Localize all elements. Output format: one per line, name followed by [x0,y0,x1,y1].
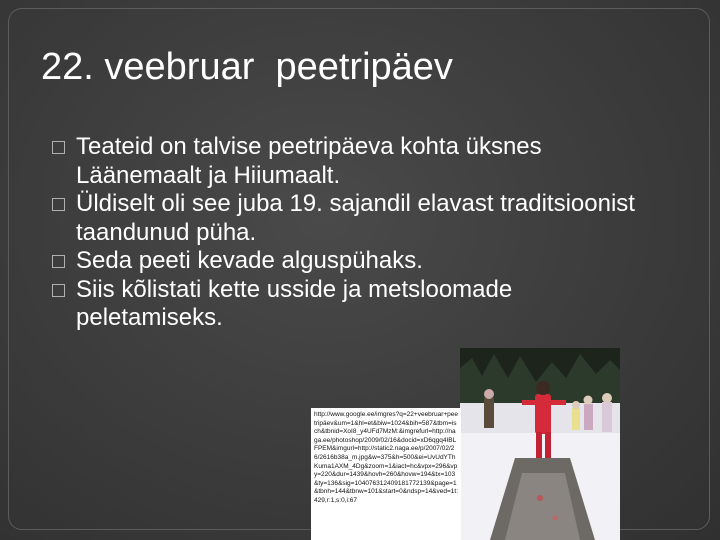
bullet-item [52,133,662,190]
photo-illustration [460,348,620,540]
square-bullet-icon [52,198,65,211]
bullet-text: Üldiselt oli see juba 19. sajandil elavast traditsioonist taandunud püha. [76,190,635,246]
bullet-item [52,190,662,247]
slide-title: 22. veebruar peetripäev [41,46,453,88]
square-bullet-icon [52,141,65,154]
bullet-text: Teateid on talvise peetripäeva kohta üksnes Läänemaalt ja Hiiumaalt. [76,133,542,189]
bullet-text: Seda peeti kevade alguspühaks. [76,247,423,274]
image-source-url [311,408,461,540]
bullet-item [52,247,662,276]
bullet-item [52,276,662,333]
bullet-text: Siis kõlistati kette usside ja metsloomade peletamiseks. [76,275,513,331]
image-url-text: http://www.google.ee/imgres?q=22+veebruar+peetripäev&um=1&hl=et&biw=1024&bih=587&tbm=isch&tbnid=XoI8_y4UFd7MzM:&imgrefurl=http://naga.ee/photoshop/2009/02/16&docid=xD6qgq4IBLFPEM&imgurl=http://static2.naga.ee/p/2007/02/26/2616b38a_m.jpg&w=375&h=500&ei=UvUdYThKuma1AXM_4Dg&zoom=1&iact=hc&vpx=296&vpy=220&dur=1439&hovh=260&hovw=194&tx=103&ty=136&sig=104076312409181772139&page=1&tbnh=144&tbnw=101&start=0&ndsp=14&ved=1t:429,r:1,s:0,i:67 [314,411,459,504]
square-bullet-icon [52,255,65,268]
bullet-list [52,133,662,333]
fire-walking-photo [460,348,620,540]
square-bullet-icon [52,284,65,297]
